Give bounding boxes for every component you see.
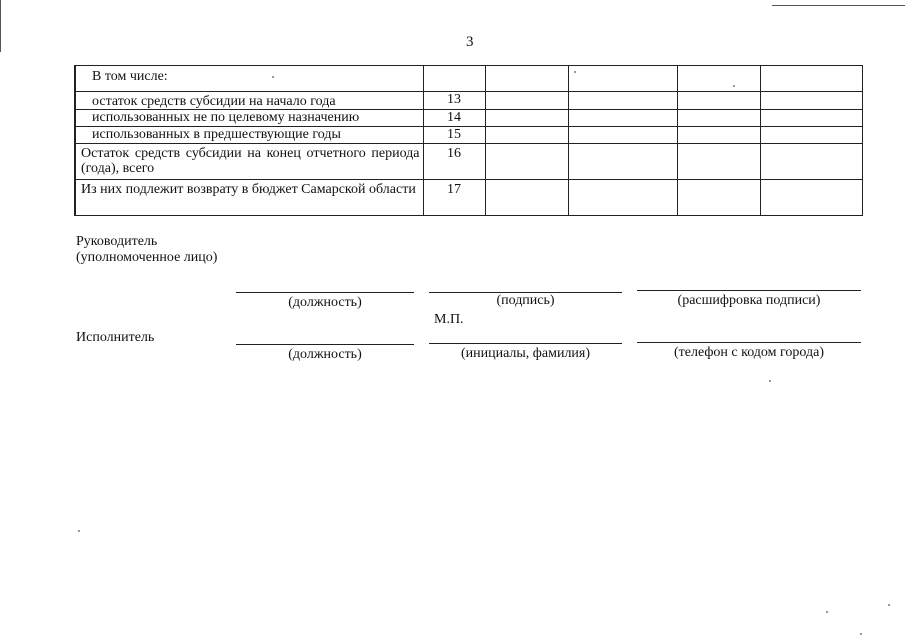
head-title-line1: Руководитель	[76, 234, 158, 249]
table-cell	[485, 144, 568, 180]
row-code: 13	[423, 92, 485, 110]
executor-position-caption: (должность)	[288, 347, 362, 362]
scan-speck	[769, 380, 771, 382]
table-row	[75, 92, 862, 110]
scan-edge-line-left	[0, 0, 1, 52]
table-cell	[485, 180, 568, 216]
table-cell	[760, 180, 862, 216]
head-signature-caption: (подпись)	[496, 293, 555, 308]
page-number: 3	[466, 34, 474, 50]
head-decoding-caption: (расшифровка подписи)	[677, 293, 821, 308]
table-cell	[760, 127, 862, 144]
scan-edge-line-top	[772, 5, 905, 6]
head-title-line2: (уполномоченное лицо)	[76, 250, 218, 265]
table-cell	[485, 92, 568, 110]
head-title	[76, 234, 217, 266]
scan-speck	[574, 71, 576, 73]
executor-name-caption: (инициалы, фамилия)	[460, 346, 591, 361]
scan-speck	[826, 611, 828, 613]
row-label: использованных не по целевому назначению	[75, 110, 423, 127]
table-cell	[677, 144, 760, 180]
executor-phone-line	[637, 342, 861, 343]
scan-speck	[888, 604, 890, 606]
stamp-place: М.П.	[434, 312, 464, 327]
table-cell	[760, 110, 862, 127]
row-label: Остаток средств субсидии на конец отчетного периода (года), всего	[75, 144, 423, 180]
table-cell	[760, 66, 862, 92]
row-label: использованных в предшествующие годы	[75, 127, 423, 144]
table-cell	[568, 180, 677, 216]
table-cell	[568, 110, 677, 127]
executor-title: Исполнитель	[76, 330, 155, 345]
table-cell	[568, 127, 677, 144]
row-label: Из них подлежит возврату в бюджет Самарской области	[75, 180, 423, 216]
table-row	[75, 66, 862, 92]
table-row	[75, 180, 862, 216]
subsidy-report-table	[74, 65, 863, 216]
row-label: В том числе:	[75, 66, 423, 92]
table-cell	[760, 92, 862, 110]
table-cell	[485, 110, 568, 127]
table-cell	[485, 66, 568, 92]
row-code: 14	[423, 110, 485, 127]
table-cell	[677, 92, 760, 110]
table-cell	[677, 66, 760, 92]
executor-position-line	[236, 344, 414, 345]
row-code: 16	[423, 144, 485, 180]
table-cell	[568, 144, 677, 180]
scan-speck	[272, 76, 274, 78]
head-position-caption: (должность)	[288, 295, 362, 310]
head-position-line	[236, 292, 414, 293]
table-cell	[677, 110, 760, 127]
head-decoding-line	[637, 290, 861, 291]
table-row	[75, 110, 862, 127]
scan-speck	[860, 633, 862, 635]
row-code: 17	[423, 180, 485, 216]
executor-name-line	[429, 343, 622, 344]
table-cell	[677, 180, 760, 216]
table-row	[75, 144, 862, 180]
table-cell	[568, 92, 677, 110]
table-cell	[568, 66, 677, 92]
executor-phone-caption: (телефон с кодом города)	[673, 345, 825, 360]
row-code	[423, 66, 485, 92]
scan-speck	[78, 530, 80, 532]
table-cell	[760, 144, 862, 180]
row-label: остаток средств субсидии на начало года	[75, 92, 423, 110]
table-cell	[485, 127, 568, 144]
scan-speck	[733, 85, 735, 87]
table-row	[75, 127, 862, 144]
row-code: 15	[423, 127, 485, 144]
table-cell	[677, 127, 760, 144]
